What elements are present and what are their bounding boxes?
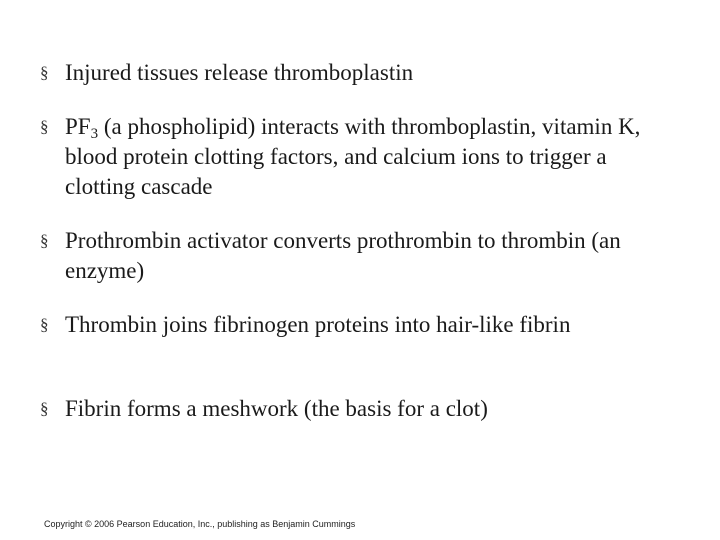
pf-prefix: PF	[65, 114, 91, 139]
bullet-text: Fibrin forms a meshwork (the basis for a clot)	[65, 396, 488, 421]
bullet-text	[65, 112, 675, 202]
bullet-item-fibrin	[40, 394, 675, 424]
bullet-text: Prothrombin activator converts prothrombin to thrombin (an enzyme)	[65, 228, 621, 283]
bullet-marker-icon: §	[40, 231, 49, 250]
bullet-item-pf3	[40, 112, 675, 202]
pf-description: (a phospholipid) interacts with thromboplastin, vitamin K, blood protein clotting factors, and calcium ions to trigger a clotting cascade	[65, 114, 641, 199]
bullet-item-thrombin	[40, 310, 675, 340]
copyright-footer: Copyright © 2006 Pearson Education, Inc., publishing as Benjamin Cummings	[44, 519, 356, 529]
bullet-text: Injured tissues release thromboplastin	[65, 60, 414, 85]
pf-subscript: 3	[90, 126, 99, 142]
bullet-marker-icon: §	[40, 399, 49, 418]
bullet-text: Thrombin joins fibrinogen proteins into hair-like fibrin	[65, 312, 571, 337]
bullet-item-thromboplastin	[40, 58, 675, 88]
bullet-marker-icon: §	[40, 63, 49, 82]
bullet-marker-icon: §	[40, 315, 49, 334]
bullet-item-prothrombin	[40, 226, 675, 286]
bullet-marker-icon: §	[40, 117, 49, 136]
